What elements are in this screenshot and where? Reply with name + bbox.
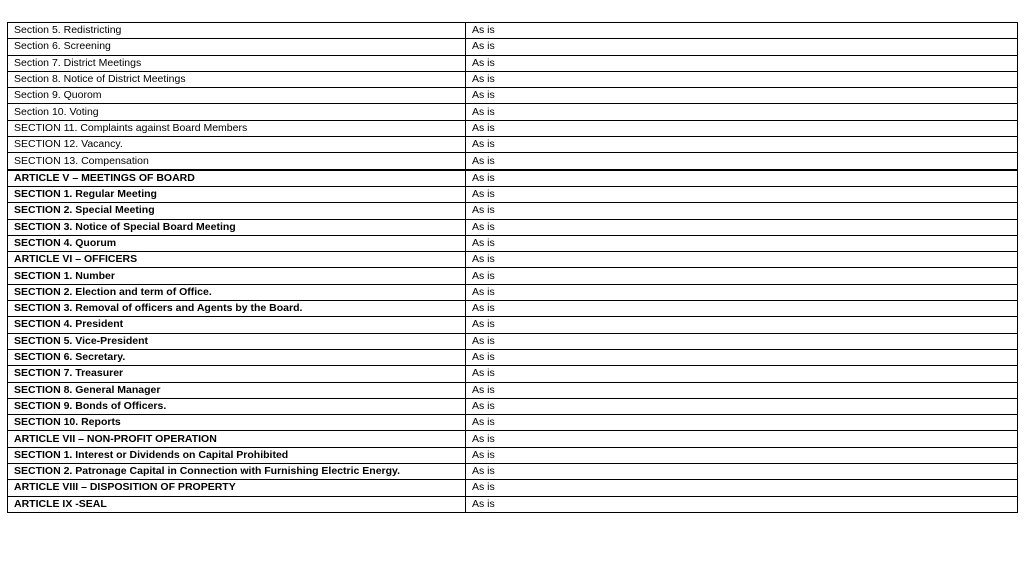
table-row — [8, 137, 1018, 153]
section-label: SECTION 2. Patronage Capital in Connection with Furnishing Electric Energy. — [8, 464, 466, 480]
status-cell: As is — [466, 431, 1018, 447]
status-cell: As is — [466, 203, 1018, 219]
section-label: SECTION 2. Election and term of Office. — [8, 284, 466, 300]
status-cell: As is — [466, 415, 1018, 431]
status-cell: As is — [466, 301, 1018, 317]
table-row — [8, 88, 1018, 104]
article-heading: ARTICLE VI – OFFICERS — [8, 252, 466, 268]
table-row — [8, 252, 1018, 268]
section-label: SECTION 10. Reports — [8, 415, 466, 431]
status-cell: As is — [466, 235, 1018, 251]
status-cell: As is — [466, 104, 1018, 120]
table-row — [8, 415, 1018, 431]
section-label: SECTION 4. President — [8, 317, 466, 333]
status-cell: As is — [466, 170, 1018, 187]
section-label: SECTION 1. Number — [8, 268, 466, 284]
table-row — [8, 284, 1018, 300]
table-row — [8, 464, 1018, 480]
status-cell: As is — [466, 71, 1018, 87]
section-label: SECTION 1. Interest or Dividends on Capital Prohibited — [8, 447, 466, 463]
section-label: Section 7. District Meetings — [8, 55, 466, 71]
section-label: SECTION 8. General Manager — [8, 382, 466, 398]
table-row — [8, 382, 1018, 398]
table-row — [8, 23, 1018, 39]
table-row — [8, 203, 1018, 219]
table-row — [8, 170, 1018, 187]
section-label: SECTION 6. Secretary. — [8, 349, 466, 365]
article-heading: ARTICLE V – MEETINGS OF BOARD — [8, 170, 466, 187]
table-body — [8, 23, 1018, 513]
table-row — [8, 235, 1018, 251]
section-label: SECTION 4. Quorum — [8, 235, 466, 251]
table-row — [8, 431, 1018, 447]
table-row — [8, 39, 1018, 55]
status-cell: As is — [466, 398, 1018, 414]
table-row — [8, 480, 1018, 496]
status-cell: As is — [466, 382, 1018, 398]
status-cell: As is — [466, 349, 1018, 365]
section-label: SECTION 5. Vice-President — [8, 333, 466, 349]
article-heading: ARTICLE VII – NON-PROFIT OPERATION — [8, 431, 466, 447]
section-label: Section 6. Screening — [8, 39, 466, 55]
status-cell: As is — [466, 464, 1018, 480]
status-cell: As is — [466, 268, 1018, 284]
article-heading: ARTICLE IX -SEAL — [8, 496, 466, 512]
status-cell: As is — [466, 55, 1018, 71]
status-cell: As is — [466, 153, 1018, 170]
table-row — [8, 317, 1018, 333]
status-cell: As is — [466, 480, 1018, 496]
status-cell: As is — [466, 39, 1018, 55]
table-row — [8, 71, 1018, 87]
status-cell: As is — [466, 366, 1018, 382]
status-cell: As is — [466, 447, 1018, 463]
table-row — [8, 55, 1018, 71]
table-row — [8, 186, 1018, 202]
table-row — [8, 447, 1018, 463]
status-cell: As is — [466, 120, 1018, 136]
section-label: Section 8. Notice of District Meetings — [8, 71, 466, 87]
table-row — [8, 496, 1018, 512]
section-label: Section 9. Quorom — [8, 88, 466, 104]
table-row — [8, 333, 1018, 349]
section-label: SECTION 9. Bonds of Officers. — [8, 398, 466, 414]
section-label: SECTION 3. Notice of Special Board Meeting — [8, 219, 466, 235]
table-row — [8, 219, 1018, 235]
status-cell: As is — [466, 284, 1018, 300]
section-label: SECTION 11. Complaints against Board Members — [8, 120, 466, 136]
status-cell: As is — [466, 186, 1018, 202]
table-row — [8, 349, 1018, 365]
table-row — [8, 301, 1018, 317]
status-cell: As is — [466, 252, 1018, 268]
table-row — [8, 268, 1018, 284]
article-heading: ARTICLE VIII – DISPOSITION OF PROPERTY — [8, 480, 466, 496]
section-label: SECTION 12. Vacancy. — [8, 137, 466, 153]
section-label: SECTION 1. Regular Meeting — [8, 186, 466, 202]
section-label: Section 10. Voting — [8, 104, 466, 120]
status-cell: As is — [466, 137, 1018, 153]
section-label: SECTION 2. Special Meeting — [8, 203, 466, 219]
table-row — [8, 366, 1018, 382]
status-cell: As is — [466, 88, 1018, 104]
status-cell: As is — [466, 317, 1018, 333]
status-cell: As is — [466, 333, 1018, 349]
status-cell: As is — [466, 219, 1018, 235]
table-row — [8, 120, 1018, 136]
table-row — [8, 104, 1018, 120]
section-label: SECTION 13. Compensation — [8, 153, 466, 170]
section-label: SECTION 3. Removal of officers and Agents by the Board. — [8, 301, 466, 317]
section-label: SECTION 7. Treasurer — [8, 366, 466, 382]
status-cell: As is — [466, 23, 1018, 39]
bylaws-table — [7, 22, 1018, 513]
section-label: Section 5. Redistricting — [8, 23, 466, 39]
table-row — [8, 153, 1018, 170]
table-row — [8, 398, 1018, 414]
status-cell: As is — [466, 496, 1018, 512]
